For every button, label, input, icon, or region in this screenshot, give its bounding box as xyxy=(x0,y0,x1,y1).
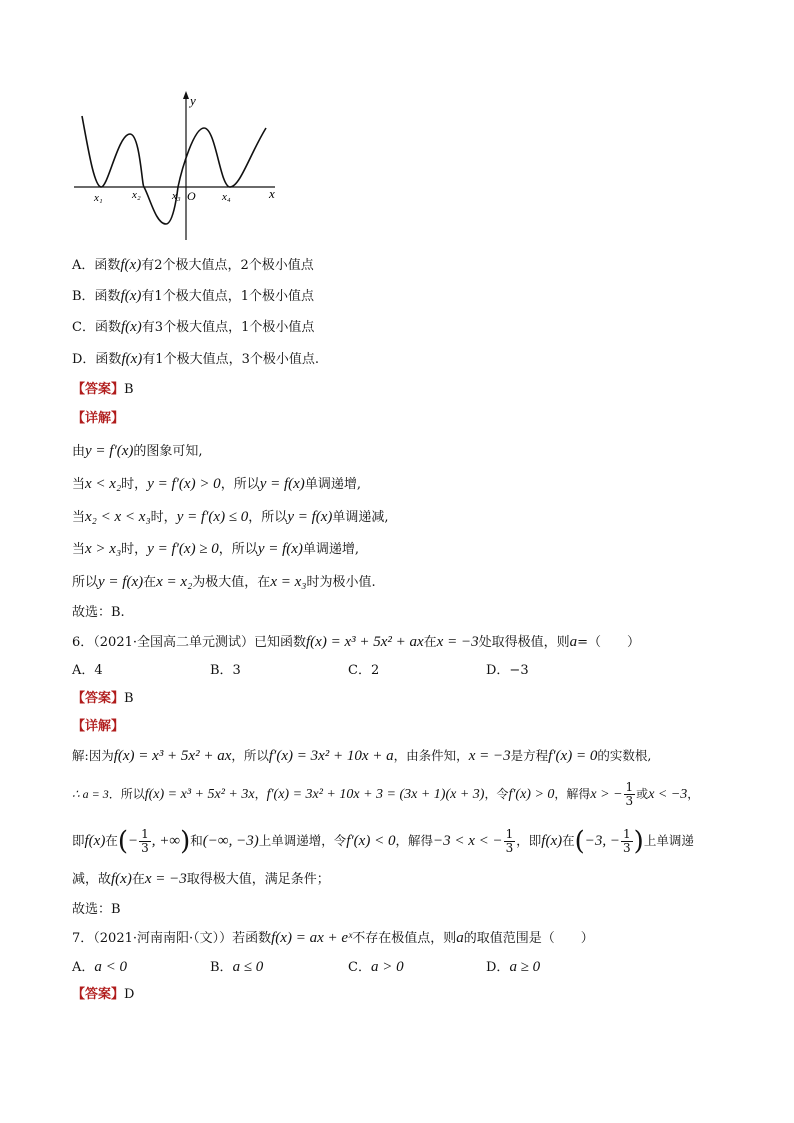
left-paren: ( xyxy=(574,826,585,857)
answer-value: D xyxy=(124,987,135,1002)
text: 和 xyxy=(190,833,203,848)
math: x = −3 xyxy=(144,871,187,887)
text: 上单调递增，令 xyxy=(258,833,347,848)
q5-solution-line-3 xyxy=(72,508,389,527)
text: ，令 xyxy=(484,787,509,801)
text: ，解得 xyxy=(395,833,433,848)
text: 处取得极值，则 xyxy=(478,635,570,650)
math: x = x₃ xyxy=(270,574,307,590)
answer-label: 【答案】 xyxy=(72,382,125,397)
text: 在 xyxy=(562,833,575,848)
right-paren: ) xyxy=(180,826,191,857)
fraction-numerator: 1 xyxy=(505,827,514,841)
text: 当 xyxy=(72,477,86,492)
text: ， xyxy=(254,787,267,801)
text: ，所以 xyxy=(231,748,269,763)
option-text: 个极大值点，2个极小值点 xyxy=(162,258,314,273)
text: 在 xyxy=(423,635,437,650)
q6-choose xyxy=(72,901,121,919)
math: f(x) = x³ + 5x² + 3x xyxy=(144,787,255,802)
math: x > x₃ xyxy=(85,541,122,557)
option-text: 个极大值点，1个极小值点 xyxy=(163,320,315,335)
math-fx: f(x) xyxy=(120,288,142,304)
math: f(x) xyxy=(111,871,132,887)
detail-label: 【详解】 xyxy=(72,411,125,426)
fraction-denominator: 3 xyxy=(625,794,634,808)
option-number: 2 xyxy=(154,258,163,273)
q6-solution-line-3 xyxy=(72,828,694,855)
math: x₂ < x < x₃ xyxy=(85,509,151,525)
q5-answer xyxy=(72,381,134,399)
math: x > − xyxy=(590,787,623,802)
option-letter: A． xyxy=(72,960,95,975)
text: ，所以 xyxy=(220,477,260,492)
q6-solution-line-4 xyxy=(72,870,330,889)
answer-label: 【答案】 xyxy=(72,987,125,1002)
left-paren: ( xyxy=(117,826,129,857)
text: 单调递增, xyxy=(302,542,360,557)
q6-option-a[interactable] xyxy=(72,662,103,680)
text: 时， xyxy=(150,510,177,525)
option-text: D．−3 xyxy=(486,663,529,678)
q6-stem xyxy=(72,633,640,652)
math: f′(x) = 3x² + 10x + 3 = (3x + 1)(x + 3) xyxy=(266,787,485,802)
fraction xyxy=(621,828,633,855)
q5-option-d[interactable] xyxy=(72,350,319,369)
text: 当 xyxy=(72,542,86,557)
math: f′(x) > 0 xyxy=(508,787,555,802)
fraction xyxy=(504,828,516,855)
detail-label: 【详解】 xyxy=(72,719,125,734)
math: f′(x) = 0 xyxy=(548,748,598,764)
x-axis-label: x xyxy=(269,186,275,201)
text: 单调递减, xyxy=(332,510,389,525)
text: 在 xyxy=(131,872,145,887)
text: ．所以 xyxy=(108,787,145,801)
text: 减，故 xyxy=(72,872,112,887)
math: − xyxy=(128,833,139,849)
fraction xyxy=(139,828,151,855)
fraction-denominator: 3 xyxy=(141,841,149,855)
math: x = −3 xyxy=(436,634,479,650)
q5-option-a[interactable] xyxy=(72,256,314,275)
option-text: D．函数 xyxy=(72,352,122,367)
origin-label: O xyxy=(187,189,196,203)
text: 的实数根, xyxy=(597,748,652,763)
text: 的取值范围是（ ） xyxy=(463,931,594,946)
math: ∴ a = 3 xyxy=(72,787,109,801)
text: 当 xyxy=(72,510,86,525)
text: 故选：B. xyxy=(72,605,125,620)
text: 时， xyxy=(121,542,148,557)
point-x1: x₁ xyxy=(94,192,103,204)
text: ， xyxy=(687,787,700,801)
math: y = f′(x) > 0 xyxy=(147,476,221,492)
text: 所以 xyxy=(72,575,99,590)
q5-option-b[interactable] xyxy=(72,287,314,306)
option-letter: C． xyxy=(348,960,371,975)
q7-stem xyxy=(72,929,594,948)
math: , +∞ xyxy=(151,833,181,849)
option-text: C．函数 xyxy=(72,320,121,335)
q5-choose xyxy=(72,604,125,622)
q5-option-c[interactable] xyxy=(72,318,314,337)
text: ，即 xyxy=(516,833,542,848)
text: 或 xyxy=(636,787,649,801)
q7-answer xyxy=(72,986,134,1004)
math: a ≥ 0 xyxy=(509,959,541,975)
text: ，所以 xyxy=(248,510,288,525)
y-axis-label: y xyxy=(190,93,196,108)
text: 的图象可知, xyxy=(133,444,203,459)
option-text: A．函数 xyxy=(72,258,121,273)
math: (−∞, −3) xyxy=(202,833,259,849)
q5-solution-line-2 xyxy=(72,475,361,494)
math: x = x₂ xyxy=(156,574,193,590)
option-number: 1 xyxy=(154,289,163,304)
text: 单调递增, xyxy=(304,477,361,492)
fraction-numerator: 1 xyxy=(625,780,634,794)
math: a ≤ 0 xyxy=(232,959,264,975)
q7-option-c[interactable] xyxy=(348,958,404,977)
text: 不存在极值点，则 xyxy=(352,931,457,946)
math: −3, − xyxy=(584,833,621,849)
option-text: B．函数 xyxy=(72,289,121,304)
math: a xyxy=(456,930,464,946)
math: y = f′(x) xyxy=(85,443,134,459)
answer-value: B xyxy=(124,382,134,397)
math: f(x) = ax + eˣ xyxy=(271,930,353,946)
fraction xyxy=(624,781,636,808)
text: 解:因为 xyxy=(72,748,114,763)
math: f(x) = x³ + 5x² + ax xyxy=(113,748,232,764)
point-x3: x₃ xyxy=(172,190,181,202)
math: a < 0 xyxy=(94,959,128,975)
math: x = −3 xyxy=(468,748,511,764)
q7-option-d[interactable] xyxy=(486,958,540,977)
q5-solution-line-4 xyxy=(72,540,359,559)
q6-solution-line-1 xyxy=(72,747,651,765)
math: a > 0 xyxy=(370,959,404,975)
math: a xyxy=(569,634,578,650)
math: f(x) xyxy=(84,833,106,849)
option-text: C．2 xyxy=(348,663,380,678)
option-text: 个极大值点，1个极小值点 xyxy=(162,289,314,304)
math-fx: f(x) xyxy=(121,351,143,367)
q6-solution-line-2 xyxy=(72,781,699,808)
text: 时为极小值. xyxy=(306,575,376,590)
text: 故选：B xyxy=(72,902,121,917)
text: 在 xyxy=(143,575,157,590)
math: −3 < x < − xyxy=(432,833,503,849)
text: ，由条件知， xyxy=(393,748,469,763)
text: 6．（2021·全国高二单元测试）已知函数 xyxy=(72,635,306,650)
text: 为极大值，在 xyxy=(192,575,271,590)
answer-label: 【答案】 xyxy=(72,691,125,706)
fraction-denominator: 3 xyxy=(505,841,514,855)
math: y = f′(x) ≤ 0 xyxy=(176,509,249,525)
text: 即 xyxy=(72,833,85,848)
option-number: 3 xyxy=(154,320,164,335)
q6-answer xyxy=(72,690,134,708)
curve xyxy=(82,116,266,224)
option-letter: B． xyxy=(210,960,233,975)
answer-value: B xyxy=(124,691,134,706)
option-text: 有 xyxy=(141,320,155,335)
math: y = f(x) xyxy=(98,574,144,590)
fraction-denominator: 3 xyxy=(623,841,631,855)
math: y = f(x) xyxy=(259,476,305,492)
q6-option-b[interactable] xyxy=(210,662,241,680)
q7-option-a[interactable] xyxy=(72,958,127,977)
option-letter: D． xyxy=(486,960,510,975)
text: 上单调递 xyxy=(643,833,694,848)
q7-option-b[interactable] xyxy=(210,958,263,977)
math: y = f(x) xyxy=(257,541,303,557)
y-axis-arrow xyxy=(183,91,189,99)
q5-solution-line-5 xyxy=(72,573,376,592)
point-x2: x₂ xyxy=(132,189,141,201)
q5-solution-line-1 xyxy=(72,442,203,461)
text: 取得极大值，满足条件； xyxy=(186,872,330,887)
math: y = f(x) xyxy=(287,509,333,525)
point-x4: x₄ xyxy=(222,191,231,203)
text: 由 xyxy=(72,444,86,459)
q6-option-c[interactable] xyxy=(348,662,379,680)
fraction-numerator: 1 xyxy=(623,827,631,841)
q6-detail-heading xyxy=(72,718,124,736)
math-fx: f(x) xyxy=(120,319,142,335)
fraction-numerator: 1 xyxy=(141,827,149,841)
q5-detail-heading xyxy=(72,410,124,428)
text: =（ ） xyxy=(577,635,640,650)
math: f(x) = x³ + 5x² + ax xyxy=(306,634,424,650)
option-text: A．4 xyxy=(72,663,103,678)
option-number: 1 xyxy=(155,352,164,367)
text: 是方程 xyxy=(510,748,549,763)
math: f(x) xyxy=(541,833,563,849)
derivative-graph xyxy=(70,88,285,248)
text: 7．（2021·河南南阳·（文））若函数 xyxy=(72,931,272,946)
option-text: B．3 xyxy=(210,663,241,678)
text: ，所以 xyxy=(218,542,258,557)
math: y = f′(x) ≥ 0 xyxy=(147,541,219,557)
right-paren: ) xyxy=(633,826,644,857)
option-text: 有 xyxy=(141,289,155,304)
math: x < −3 xyxy=(648,787,688,802)
text: 在 xyxy=(105,833,118,848)
math-fx: f(x) xyxy=(120,257,142,273)
text: 时， xyxy=(121,477,148,492)
math: x < x₂ xyxy=(85,476,122,492)
option-text: 个极大值点，3个极小值点. xyxy=(163,352,319,367)
option-text: 有 xyxy=(141,258,155,273)
text: ，解得 xyxy=(554,787,591,801)
option-text: 有 xyxy=(142,352,156,367)
q6-option-d[interactable] xyxy=(486,662,529,680)
math: f′(x) = 3x² + 10x + a xyxy=(268,748,394,764)
math: f′(x) < 0 xyxy=(346,833,396,849)
